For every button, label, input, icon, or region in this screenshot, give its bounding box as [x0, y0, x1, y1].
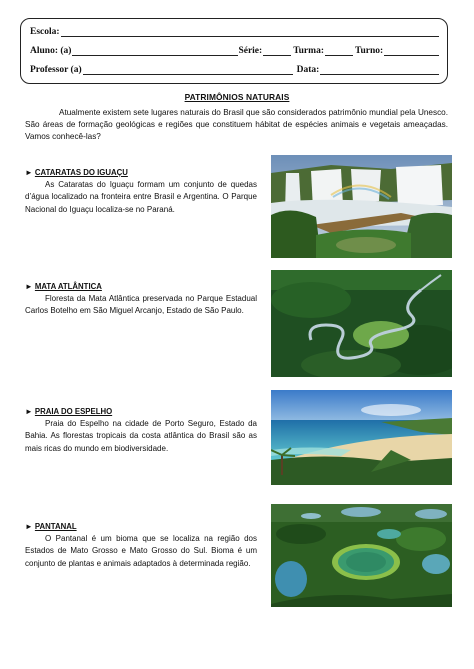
student-label: Aluno: (a)	[30, 46, 72, 56]
bullet-icon: ►	[25, 522, 33, 531]
shift-label: Turno:	[354, 46, 384, 56]
page-title: PATRIMÔNIOS NATURAIS	[184, 92, 290, 102]
teacher-row	[30, 62, 439, 75]
forest-river-photo	[271, 270, 452, 377]
class-label: Turma:	[293, 46, 324, 56]
grade-label: Série:	[238, 46, 263, 56]
section-title-pantanal: ► PANTANAL	[25, 522, 77, 531]
class-field[interactable]	[325, 46, 353, 56]
wetland-photo	[271, 504, 452, 607]
shift-field[interactable]	[384, 46, 439, 56]
teacher-field[interactable]	[83, 65, 293, 75]
section-text-pantanal: O Pantanal é um bioma que se localiza na região dos Estados de Mato Grosso e Mato Grosso do Sul. Bioma é um conjunto de plantas e animais adaptados à determinada região.	[25, 534, 257, 568]
section-text-praia-do-espelho: Praia do Espelho na cidade de Porto Seguro, Estado da Bahia. As florestas tropicais da costa atlântica do Brasil são as mais ricas do mundo em biodiversidade.	[25, 419, 257, 453]
student-field[interactable]	[72, 46, 238, 56]
school-label: Escola:	[30, 27, 60, 37]
teacher-label: Professor (a)	[30, 65, 82, 75]
section-title-praia-do-espelho: ► PRAIA DO ESPELHO	[25, 407, 113, 416]
school-row	[30, 24, 439, 37]
section-text-mata-atlantica: Floresta da Mata Atlântica preservada no Parque Estadual Carlos Botelho em São Miguel Arcanjo, Estado de São Paulo.	[25, 294, 257, 316]
bullet-icon: ►	[25, 407, 33, 416]
section-title-cataratas: ► CATARATAS DO IGUAÇU	[25, 168, 128, 177]
date-field[interactable]	[320, 65, 439, 75]
beach-photo	[271, 390, 452, 485]
school-field[interactable]	[61, 27, 439, 37]
intro-paragraph: Atualmente existem sete lugares naturais do Brasil que são considerados patrimônio mundial pela Unesco. São áreas de formação geológicas e regiões que constituem hábitat de espécies animais e vegetais ameaçadas. Vamos conhecê-las?	[25, 108, 448, 141]
student-header-box	[20, 18, 448, 84]
bullet-icon: ►	[25, 282, 33, 291]
section-text-cataratas: As Cataratas do Iguaçu formam um conjunto de quedas d’água localizado na fronteira entre Brasil e Argentina. O Parque Nacional do Iguaçu localiza-se no Paraná.	[25, 180, 257, 214]
section-title-mata-atlantica: ► MATA ATLÂNTICA	[25, 282, 102, 291]
bullet-icon: ►	[25, 168, 33, 177]
grade-field[interactable]	[263, 46, 291, 56]
student-row	[30, 43, 439, 56]
waterfall-photo	[271, 155, 452, 258]
date-label: Data:	[296, 65, 320, 75]
